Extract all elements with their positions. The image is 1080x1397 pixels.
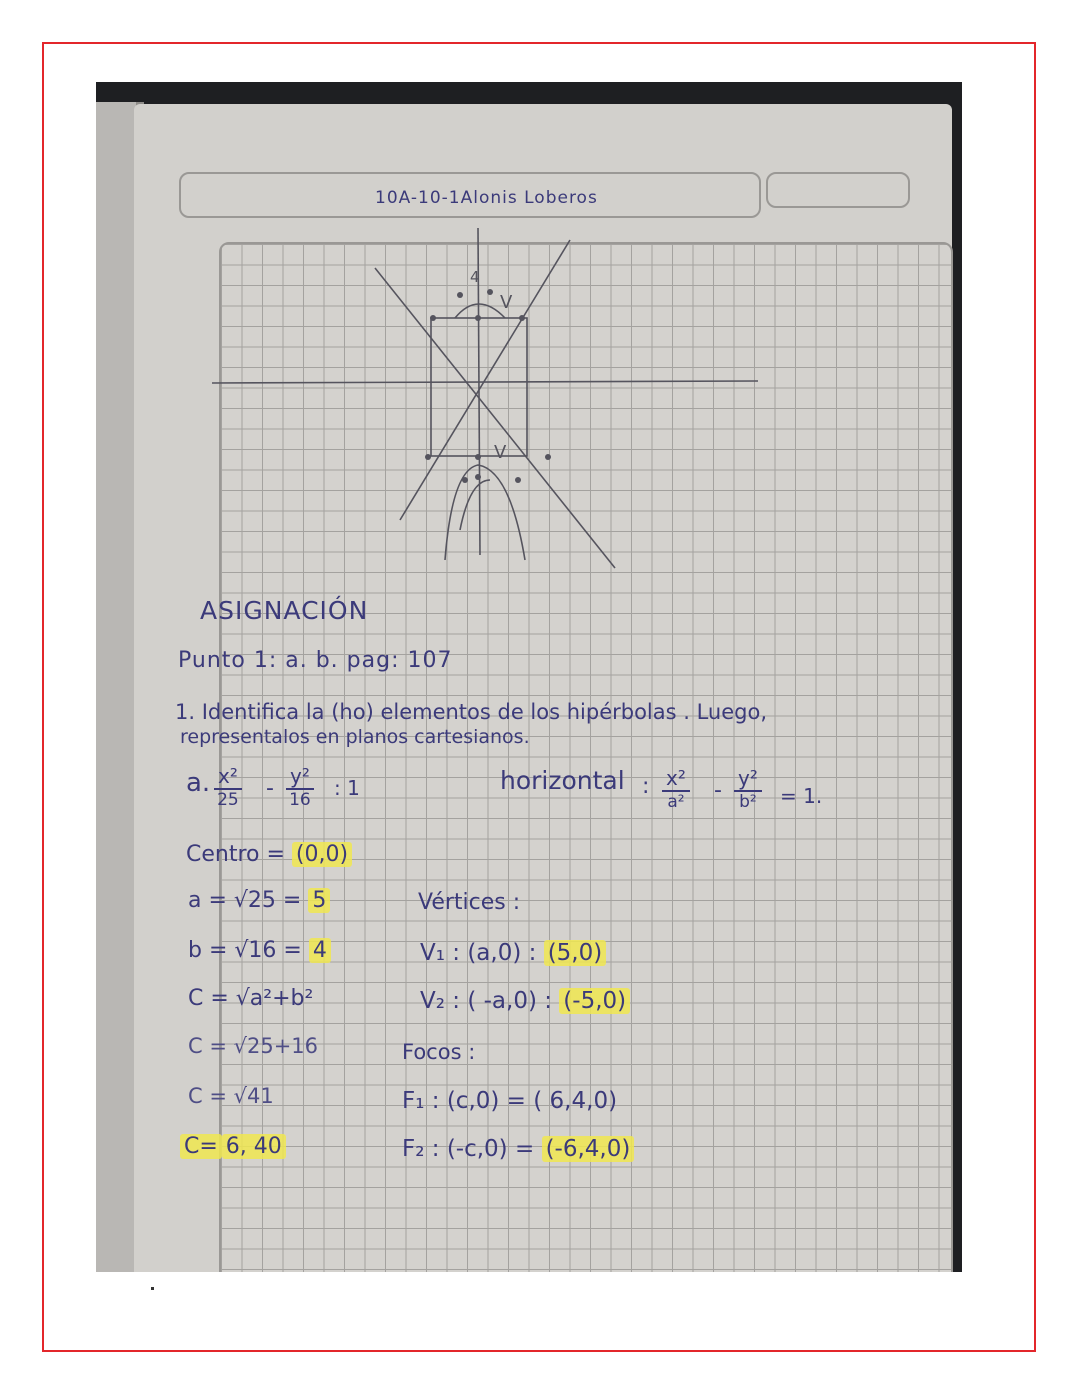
assignment-heading: ASIGNACIÓN bbox=[200, 596, 369, 625]
v2-value: (-5,0) bbox=[559, 988, 630, 1014]
v2-row bbox=[420, 988, 630, 1014]
c-result-row bbox=[180, 1134, 286, 1159]
fraction-numerator: y² bbox=[286, 764, 314, 790]
v1-row bbox=[420, 940, 606, 966]
f2-row bbox=[402, 1136, 634, 1162]
centro-row bbox=[186, 842, 352, 867]
graph-point bbox=[515, 477, 521, 483]
graph-point bbox=[462, 477, 468, 483]
b-value: 4 bbox=[309, 938, 331, 963]
centro-value: (0,0) bbox=[292, 842, 352, 867]
graph-point bbox=[475, 474, 481, 480]
assignment-point: Punto 1: a. b. pag: 107 bbox=[178, 648, 453, 673]
c-step-1: C = √a²+b² bbox=[188, 986, 314, 1011]
graph-vertex-top: V bbox=[500, 292, 513, 313]
f2-label: F₂ : (-c,0) = bbox=[402, 1136, 535, 1162]
graph-point bbox=[475, 454, 481, 460]
graph-point bbox=[487, 289, 493, 295]
graph-vertex-bottom: V bbox=[494, 442, 507, 463]
a-row bbox=[188, 888, 330, 913]
c-step-3: C = √41 bbox=[188, 1084, 274, 1108]
fraction-denominator: b² bbox=[739, 792, 757, 812]
equation-fraction-x bbox=[214, 764, 242, 810]
fraction-numerator: y² bbox=[734, 766, 762, 792]
horizontal-minus: - bbox=[714, 778, 722, 803]
horizontal-fraction-x bbox=[662, 766, 690, 812]
graph-point bbox=[425, 454, 431, 460]
graph-point bbox=[545, 454, 551, 460]
c-step-2: C = √25+16 bbox=[188, 1034, 319, 1058]
stray-dot bbox=[151, 1287, 154, 1290]
centro-label: Centro = bbox=[186, 842, 285, 867]
header-title: 10A-10-1Alonis Loberos bbox=[375, 188, 598, 208]
graph-point bbox=[475, 315, 481, 321]
graph-label-4: 4 bbox=[470, 268, 480, 286]
graph-point bbox=[457, 292, 463, 298]
equation-fraction-y bbox=[286, 764, 314, 810]
fraction-denominator: 25 bbox=[217, 790, 239, 810]
fraction-numerator: x² bbox=[214, 764, 242, 790]
a-label: a = √25 = bbox=[188, 888, 302, 913]
equation-minus: - bbox=[266, 776, 274, 801]
v1-label: V₁ : (a,0) : bbox=[420, 940, 537, 966]
equation-label: a. bbox=[186, 768, 211, 798]
graph-point bbox=[430, 315, 436, 321]
equation-equals: : 1 bbox=[334, 776, 360, 800]
c-result-label: C= bbox=[180, 1134, 222, 1159]
fraction-denominator: a² bbox=[667, 792, 685, 812]
c-result-value: 6, 40 bbox=[222, 1134, 286, 1159]
horizontal-label: horizontal bbox=[500, 766, 625, 795]
f1-value: ( 6,4,0) bbox=[533, 1088, 618, 1114]
a-value: 5 bbox=[308, 888, 330, 913]
horizontal-equals: = 1. bbox=[780, 784, 823, 808]
horizontal-fraction-y bbox=[734, 766, 762, 812]
vertices-label: Vértices : bbox=[418, 890, 521, 915]
instruction-line1: 1. Identifica la (ho) elementos de los hipérbolas . Luego, bbox=[175, 700, 768, 724]
v2-label: V₂ : ( -a,0) : bbox=[420, 988, 552, 1014]
fraction-denominator: 16 bbox=[289, 790, 311, 810]
b-row bbox=[188, 938, 331, 963]
v1-value: (5,0) bbox=[544, 940, 607, 966]
f2-value: (-6,4,0) bbox=[542, 1136, 635, 1162]
focos-label: Focos : bbox=[402, 1040, 476, 1064]
horizontal-colon: : bbox=[642, 774, 650, 799]
f1-row bbox=[402, 1088, 617, 1114]
b-label: b = √16 = bbox=[188, 938, 302, 963]
f1-label: F₁ : (c,0) = bbox=[402, 1088, 526, 1114]
graph-point bbox=[519, 315, 525, 321]
fraction-numerator: x² bbox=[662, 766, 690, 792]
instruction-line2: representalos en planos cartesianos. bbox=[180, 726, 530, 748]
